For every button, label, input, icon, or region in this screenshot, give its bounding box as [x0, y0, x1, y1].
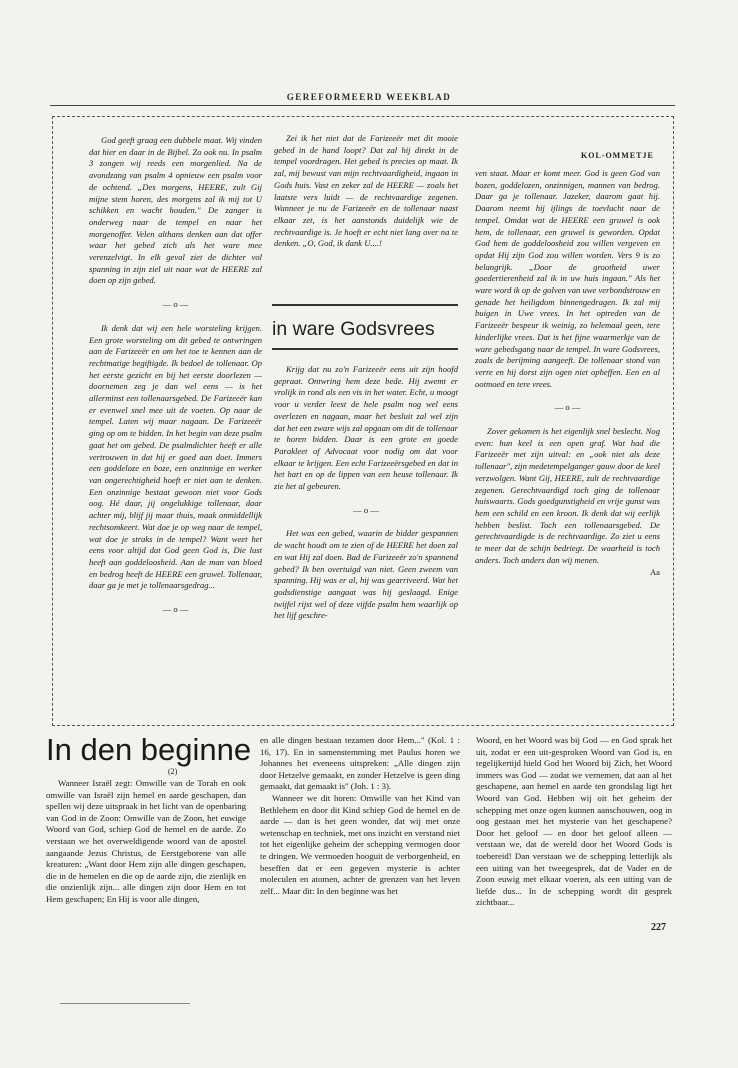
- article-subtitle: (2): [168, 767, 178, 776]
- page-number: 227: [651, 922, 666, 933]
- kol-column-1: [89, 135, 262, 628]
- header-rule: [50, 105, 675, 106]
- banner-title: in ware Godsvrees: [272, 318, 435, 340]
- running-header: GEREFORMEERD WEEKBLAD: [286, 92, 452, 102]
- kol-col2-paragraph-1: Zei ik het niet dat de Farizeeër met dit mooie gebed in de hand loopt? Dat zal hij direkt in de tempel voordragen. Het gebed is precies op maat. Ik zal, mij bewust van mijn rechtvaardigheid, ingaan in Gods huis. Vast en zeker zal de HEERE — zoals het laatste vers luidt — de rechtvaardige zegenen. Wanneer je nu de Farizeeër en de tollenaar naast elkaar zet, is het aanstonds duidelijk wie de rechtvaardige is. Je hoeft er echt niet lang over na te denken. „O, God, ik dank U....!: [274, 133, 458, 249]
- footer-rule: [60, 1003, 190, 1004]
- kol-col2-paragraph-2: Krijg dat nu zo'n Farizeeër eens uit zijn hoofd gepraat. Ontwring hem deze bede. Hij zwemt er vrolijk in rond als een vis in het water. Echt, u moogt voor u verder leest de hele psalm nog wel eens overlezen en nagaan, maar het besluit zal wel zijn dat het een zware wijs zal opgaan om dit de tollenaar te horen bidden. Daar is een grote en goede Parakleet of Advocaat voor nodig om dat voor elkaar te krijgen. Een echt Farizeeërsgebed en dat in het hart en op de lippen van een heuse tollenaar. Ik zie het al gebeuren.: [274, 364, 458, 492]
- banner-rule-bottom: [272, 348, 458, 350]
- article-title: In den beginne: [46, 732, 252, 767]
- section-divider: — o —: [353, 504, 379, 515]
- article-column-2: [260, 735, 460, 897]
- article-col3-text: Woord, en het Woord was bij God — en God sprak het uit, zodat er een uit-gesproken Woord van God is, en tegelijkertijd hield God het Woord bij Zich, het Woord immers was God — zodat we vernemen, dat aan al het geschapene, aan hemel en aarde ten grondslag ligt het Woord van God. Hebben wij oit het geheim der schepping met onze ogen kunnen aanschouwen, oog in oog gestaan met het mysterie van het geschapene? Door het geloof — en door het geloof alleen — verstaan we, dat de wereld door het Woord Gods is toebereid! Dan verstaan we de schepping letterlijk als een uiting van het tweegesprek, dat de Vader en de Zoon euwig met elkaar voeren, als een uiting van de liefde dus... In de schepping wordt dit gesprek zichtbaar...: [476, 735, 672, 908]
- section-divider: — o —: [162, 299, 189, 310]
- banner-rule-top: [272, 304, 458, 306]
- kol-col1-paragraph-2: Ik denk dat wij een hele worsteling krijgen. Een grote worsteling om dit gebed te ontwringen aan de Farizeeër en om het toe te kennen aan de rechtmatige begiftigde. Ik bedoel de tollenaar. Op het eerste gezicht en bij het eerste doorlezen — doornemen zeg je dan wel eens — is het allerminst een tollenaarsgebed. De Farizeeër kan er evenwel snel mee uit de voeten. Op naar de tempel. Laten wij maar nagaan. De Farizeeër ging op om te bidden. In het begin van deze psalm gaat het om gebed. De psalmdichter heeft er alle vertrouwen in dat hij er goed aan doet. Immers een goddeloze en boze, een onzinnige en werker van ongerechtigheid hoeft er niet aan te denken. Een onzinnige bestaat gewoon niet voor Gods oog. Hé daar, jij ongelukkige tollenaar, daar achter mij, blijf jij maar thuis, maak onmiddellijk rechtsomkeert. Wat doe je op weg naar de tempel, wat doe je straks in de tempel? Want weet het eens voor altijd dat God geen God is, Die lust heeft aan goddeloosheid. Aan de man van bloed en bedrog heeft de HEERE een gruwel. Tollenaar, daar ga je met je tollenaarsgedrag...: [89, 322, 262, 591]
- kol-col3-paragraph-1: ven staat. Maar er komt meer. God is geen God van bozen, goddelozen, onzinnigen, mannen van bedrog. Daar ga je tollenaar. Jazeker, daarom gaat hij. Daarom neemt hij ijlings de toevlucht naar de tempel. Omdat wat de HEERE een gruwel is ook hem, de tollenaar, een gruwel is geworden. Opdat God hem de goddeloosheid zou willen vergeven en opdat Hij zijn God zou willen worden. Vers 9 is zo belangrijk. „Door de grootheid uwer goedertierenheid zal ik in uw huis ingaan." Als het ware word ik op de golven van uwe verbondstrouw en genade het heiligdom binnengedragen. Ik zal mij buigen in Uwe vrees. In het optreden van de Farizeeër bespeur ik weinig, zo helemaal geen, tere kinderlijke vrees. Dat is het fijne waarmerkje van de ware gebedsgang naar de tempel. In ware Godsvrees, zoals de berijming aangeeft. De tollenaar stond van verre en hij dorst zijn ogen niet opheffen. Een en al ootmoed en tere vrees.: [475, 168, 660, 389]
- kolommetje-label: KOL-OMMETJE: [581, 151, 654, 160]
- kol-column-2: [274, 133, 458, 250]
- article-column-1: [46, 778, 246, 906]
- kol-column-3: [475, 168, 660, 578]
- section-divider: — o —: [554, 402, 581, 413]
- signature: Aa: [649, 566, 660, 577]
- article-col2-paragraph-1: en alle dingen bestaan tezamen door Hem..." (Kol. 1 : 16, 17). En in samenstemming met Paulus horen we Johannes het eveneens uitspreken: „Alle dingen zijn door Hetzelve gemaakt, en zonder Hetzelve is geen ding gemaakt, dat gemaakt is" (Joh. 1 : 3).: [260, 735, 460, 792]
- kol-col2-paragraph-3: Het was een gebed, waarin de bidder gespannen de wacht houdt om te zien of de HEERE het doen zal en wat Hij zal doen. Bad de Farizeeër zo'n spannend gebed? Ik ben overtuigd van niet. Geen zweem van spanning. Hij was er al, hij was gearriveerd. Wat het godsdienstige aangaat was hij geslaagd. Enige twijfel rijst wel of deze vijfde psalm hem waarlijk op het lijf geschre-: [274, 528, 458, 621]
- article-col1-text: Wanneer Israël zegt: Omwille van de Torah en ook omwille van Israël zijn hemel en aarde geschapen, dan spellen wij deze uitspraak in het licht van de openbaring van God in de Zoon: Omwille van de Zoon, het euwige Woord van God, schiep God de hemel en de aarde. Zo verstaan we het overweldigende woord van de apostel aangaande Jezus Christus, de Eerstgeborene van alle kreaturen: „Want door Hem zijn alle dingen geschapen, die in de hemelen en die op de aarde zijn, die zienlijk en die onzienlijk zijn... alle dingen zijn door Hem en tot Hem geschapen; En Hij is voor alle dingen,: [46, 778, 246, 904]
- article-column-3: [476, 735, 672, 909]
- kol-col1-paragraph-1: God geeft graag een dubbele maat. Wij vinden dat hier en daar in de Bijbel. Zo ook nu. In psalm 3 zongen wij reeds een morgenlied. Na de avondzang van psalm 4 opnieuw een psalm voor de ochtend. „Des morgens, HEERE, zult Gij mijne stem horen, des morgens zal ik mij tot U schikken en wacht houden." De zanger is onderweg naar de tempel en naar het morgenoffer. Velen althans denken aan dat offer waar het gebed zich als het ware mee verenzelvigt. In elk geval ziet de dichter vol spanning in zijn ziel uit naar wat de HEERE zal doen op zijn gebed.: [89, 135, 262, 286]
- kol-col3-paragraph-2: Zover gekomen is het eigenlijk snel beslecht. Nog even: hun keel is een open graf. Wat had die Farizeeër met zijn uitval: en „ook niet als deze tollenaar", zijn medetempelganger gauw door de keel verzwolgen. Want Gij, HEERE, zult de rechtvaardige zegenen. Gerechtvaardigd toch ging de tollenaar huiswaarts. Gods goedgunstigheid en vrije gunst was hem een schild en een kroon. Ik denk dat wij eerlijk hebben beslist. Toch een tollenaarsgebed. De gerechtvaardigde is de rechtvaardige. Zo ziet u eens te meer dat de schijn bedriegt. De waarheid is toch anders. Toch anders dan wij menen.: [475, 426, 660, 565]
- article-col2-paragraph-2: Wanneer we dit horen: Omwille van het Kind van Bethlehem en door dit Kind schiep God de hemel en de aarde — dan is het geen wonder, dat wij met onze wetenschap en techniek, met ons inzicht en verstand niet tot het eigenlijke geheim der schepping vermogen door te dringen. We vermoeden hooguit de verborgenheid, en beseffen dat er een gegeven mysterie is achter moleculen en atomen, achter de grenzen van het leven zelf... Maar dit: In den beginne was het: [260, 792, 460, 896]
- kol-column-2-lower: [274, 364, 458, 622]
- section-divider: — o —: [162, 604, 189, 615]
